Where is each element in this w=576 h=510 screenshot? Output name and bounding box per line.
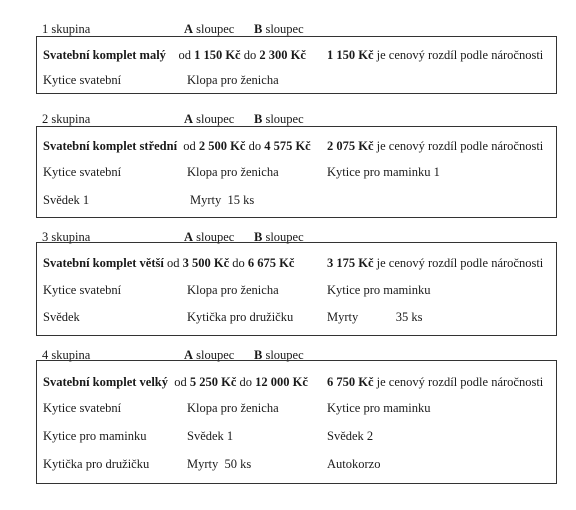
group-3-title: Svatební komplet větší od 3 500 Kč do 6 675 Kč xyxy=(43,256,295,270)
group-4-row-3-a: Kytička pro družičku xyxy=(43,457,150,471)
group-2-row-2-b: Myrty 15 ks xyxy=(190,193,255,207)
group-1-column-b: B sloupec xyxy=(254,22,304,36)
group-2-row-1-b: Klopa pro ženicha xyxy=(187,165,279,179)
group-4-row-2-c: Svědek 2 xyxy=(327,429,374,443)
group-2-price-difference: 2 075 Kč je cenový rozdíl podle náročnosti xyxy=(327,139,544,153)
group-3-row-2-b: Kytička pro družičku xyxy=(187,310,294,324)
group-4-row-3-c: Autokorzo xyxy=(327,457,381,471)
group-3-row-1-a: Kytice svatební xyxy=(43,283,122,297)
group-1-title: Svatební komplet malý od 1 150 Kč do 2 300 Kč xyxy=(43,48,306,62)
group-3-price-difference: 3 175 Kč je cenový rozdíl podle náročnosti xyxy=(327,256,544,270)
group-4-row-1-b: Klopa pro ženicha xyxy=(187,401,279,415)
group-2-title: Svatební komplet střední od 2 500 Kč do 4 575 Kč xyxy=(43,139,311,153)
group-3-box xyxy=(36,242,557,336)
group-3-row-2-c: Myrty 35 ks xyxy=(327,310,423,324)
group-1-box xyxy=(36,36,557,94)
group-4-price-difference: 6 750 Kč je cenový rozdíl podle náročnosti xyxy=(327,375,544,389)
group-2-row-2-a: Svědek 1 xyxy=(43,193,90,207)
group-2-row-1-c: Kytice pro maminku 1 xyxy=(327,165,440,179)
group-2-column-b: B sloupec xyxy=(254,112,304,126)
group-4-row-1-c: Kytice pro maminku xyxy=(327,401,431,415)
group-2-box xyxy=(36,126,557,218)
group-4-row-2-a: Kytice pro maminku xyxy=(43,429,147,443)
group-4-title: Svatební komplet velký od 5 250 Kč do 12 000 Kč xyxy=(43,375,308,389)
group-3-column-b: B sloupec xyxy=(254,230,304,244)
group-2-row-1-a: Kytice svatební xyxy=(43,165,122,179)
group-4-label: 4 skupina xyxy=(42,348,91,362)
group-2-column-a: A sloupec xyxy=(184,112,235,126)
group-3-row-2-a: Svědek xyxy=(43,310,80,324)
group-4-row-1-a: Kytice svatební xyxy=(43,401,122,415)
group-1-label: 1 skupina xyxy=(42,22,91,36)
group-3-row-1-b: Klopa pro ženicha xyxy=(187,283,279,297)
group-4-row-2-b: Svědek 1 xyxy=(187,429,234,443)
group-1-row-1-b: Klopa pro ženicha xyxy=(187,73,279,87)
group-4-box xyxy=(36,360,557,484)
group-1-row-1-a: Kytice svatební xyxy=(43,73,122,87)
group-1-price-difference: 1 150 Kč je cenový rozdíl podle náročnosti xyxy=(327,48,544,62)
group-1-column-a: A sloupec xyxy=(184,22,235,36)
group-4-column-a: A sloupec xyxy=(184,348,235,362)
group-3-column-a: A sloupec xyxy=(184,230,235,244)
group-4-row-3-b: Myrty 50 ks xyxy=(187,457,252,471)
group-2-label: 2 skupina xyxy=(42,112,91,126)
group-4-column-b: B sloupec xyxy=(254,348,304,362)
group-3-row-1-c: Kytice pro maminku xyxy=(327,283,431,297)
group-3-label: 3 skupina xyxy=(42,230,91,244)
